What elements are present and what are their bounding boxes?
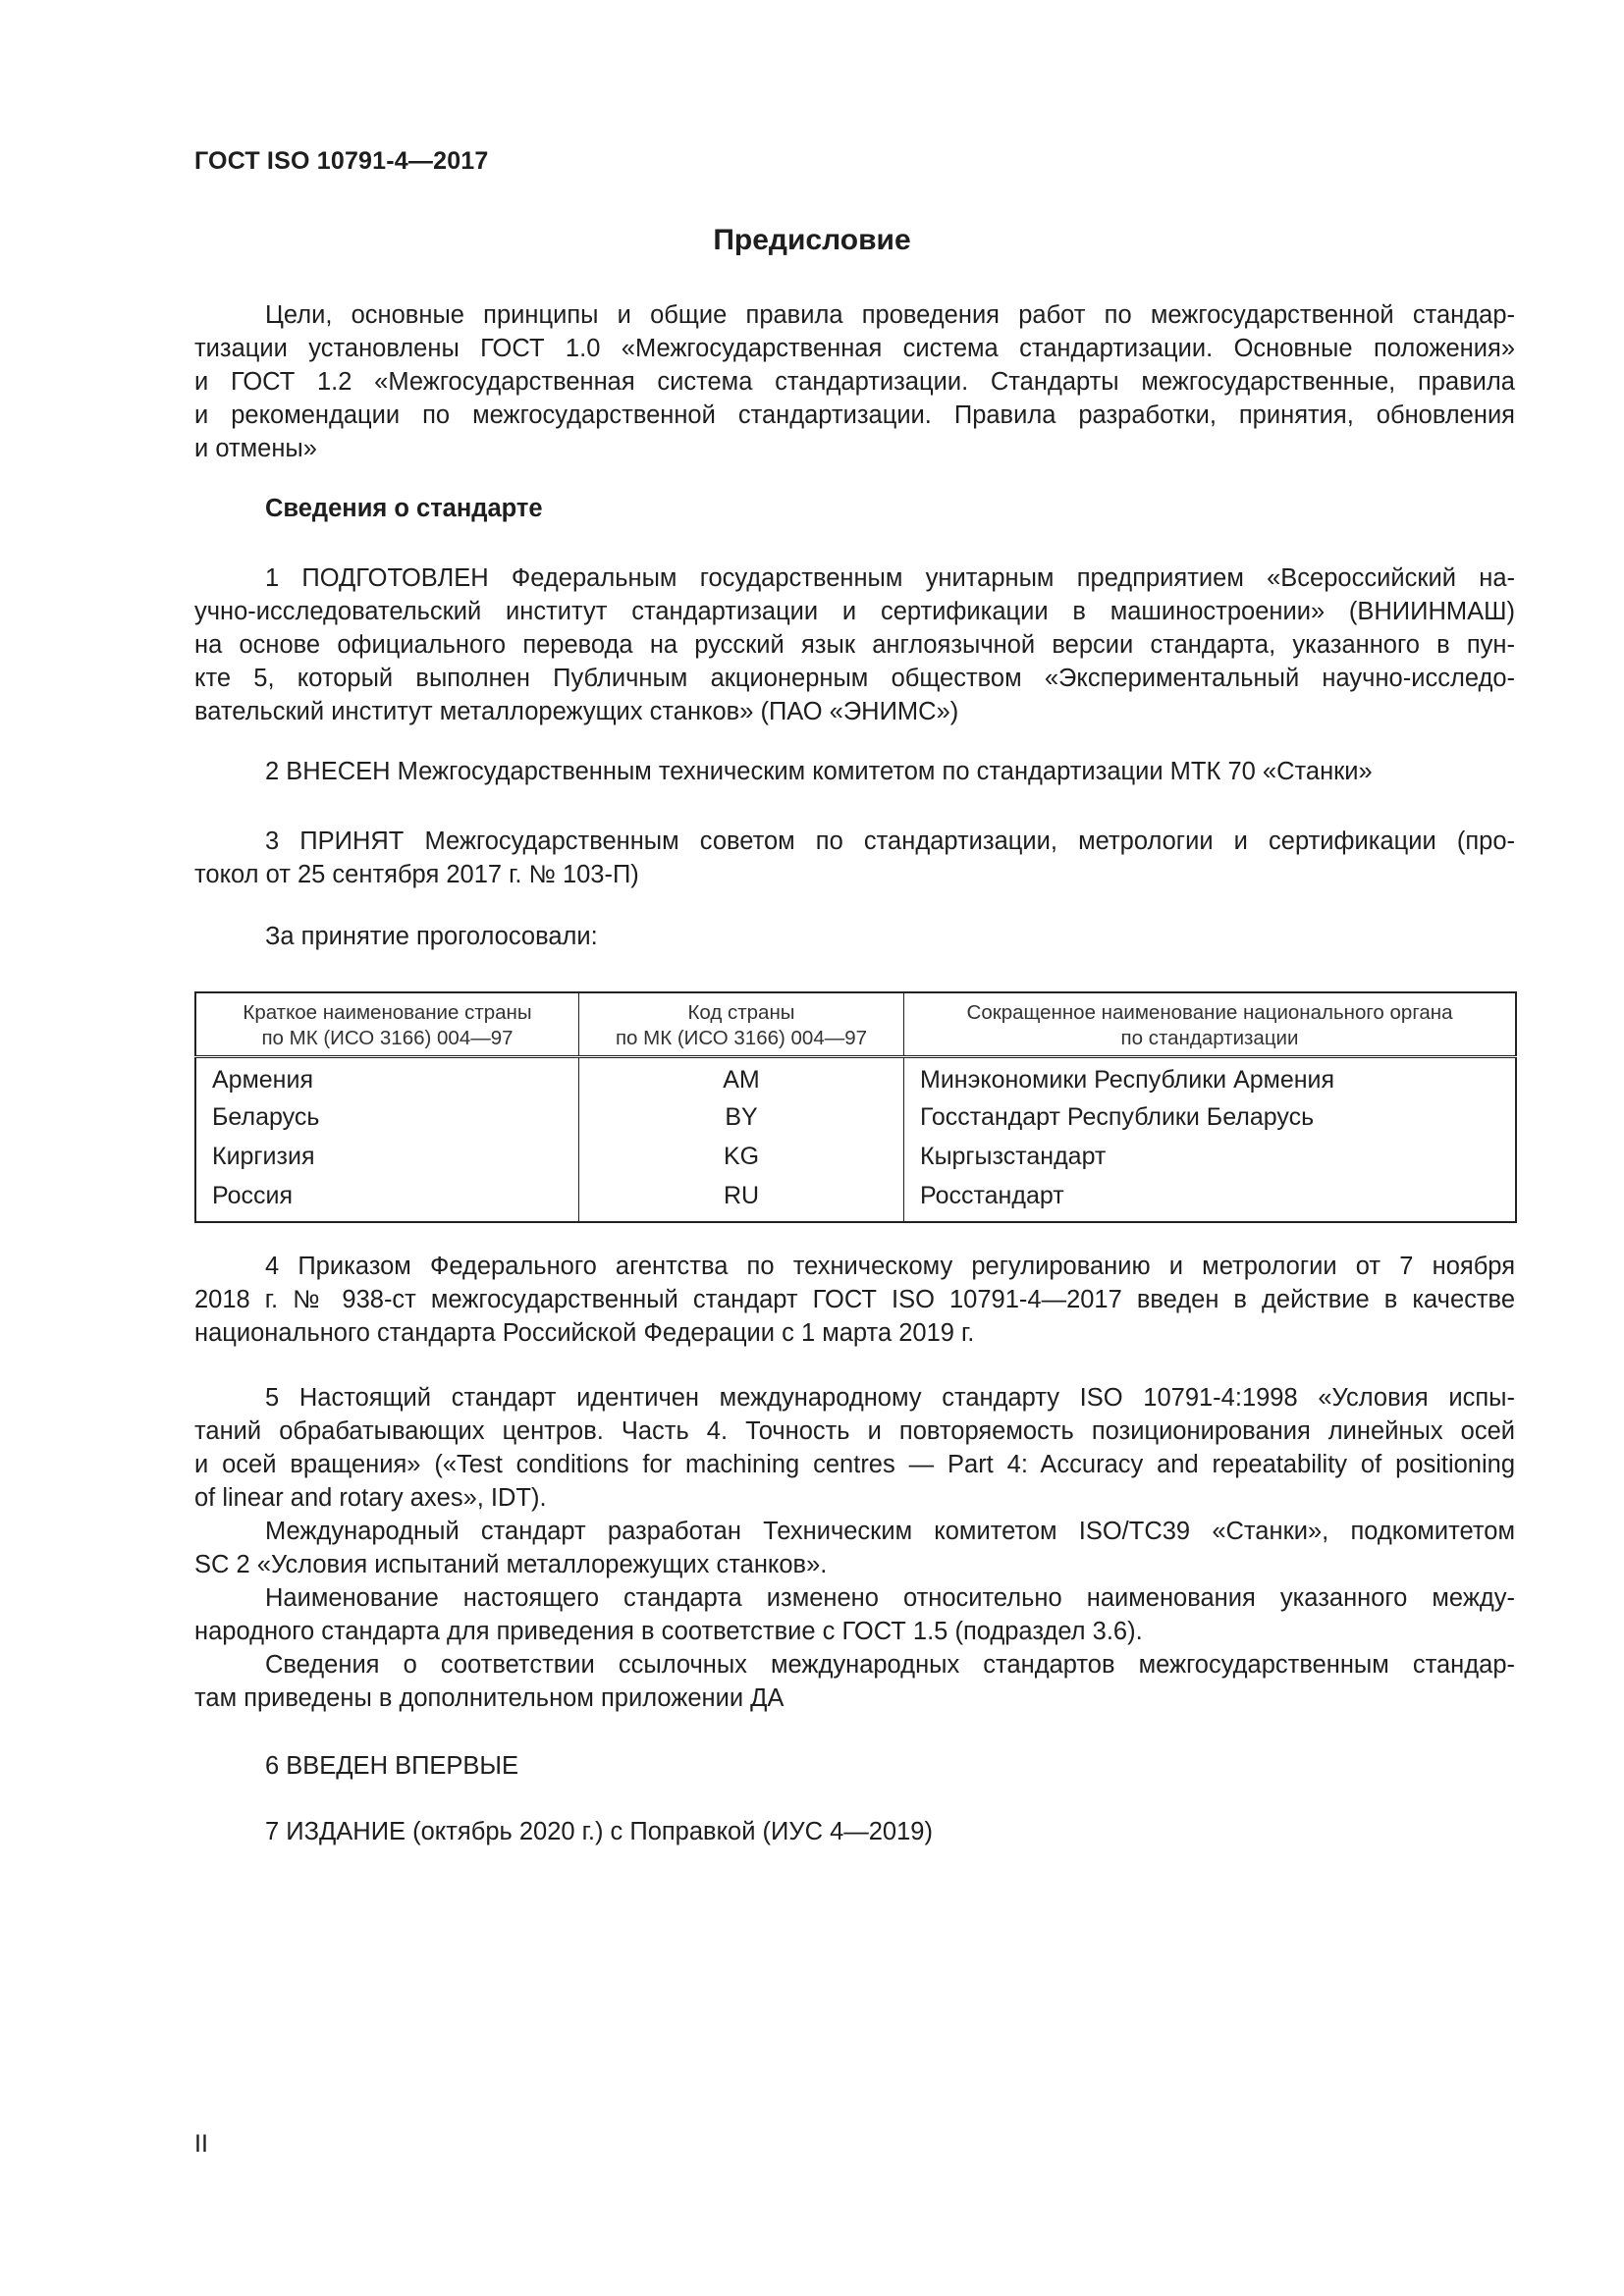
header-line: Сокращенное наименование национального органа xyxy=(966,1001,1453,1024)
intro-paragraph xyxy=(194,298,1515,465)
cell-country: Армения xyxy=(195,1057,579,1098)
text-line: и отмены» xyxy=(194,435,317,462)
text-line: токол от 25 сентября 2017 г. № 103-П) xyxy=(194,861,639,888)
text-line: кте 5, который выполнен Публичным акционерным обществом «Экспериментальный научно-исследо- xyxy=(194,665,1515,692)
cell-country: Россия xyxy=(195,1176,579,1222)
header-line: Код страны xyxy=(687,1001,795,1024)
text-line: и осей вращения» («Test conditions for machining centres — Part 4: Accuracy and repeatability of positioning xyxy=(194,1451,1515,1478)
item-1-prepared xyxy=(194,561,1515,728)
table-row xyxy=(195,1097,1516,1137)
text-line: тизации установлены ГОСТ 1.0 «Межгосударственная система стандартизации. Основные положения» xyxy=(194,335,1515,362)
text-line: учно-исследовательский институт стандартизации и сертификации в машиностроении» (ВНИИНМАШ) xyxy=(194,598,1515,625)
vote-intro: За принятие проголосовали: xyxy=(265,923,598,950)
text-line: на основе официального перевода на русский язык англоязычной версии стандарта, указанного в пун- xyxy=(194,631,1515,659)
text-line: вательский институт металлорежущих станков» (ПАО «ЭНИМС») xyxy=(194,698,959,725)
item-3-lines xyxy=(194,825,1515,891)
item-5-identical xyxy=(194,1381,1515,1715)
table-row xyxy=(195,1057,1516,1098)
cell-country: Киргизия xyxy=(195,1137,579,1176)
item-7-edition: 7 ИЗДАНИЕ (октябрь 2020 г.) с Поправкой (ИУС 4—2019) xyxy=(265,1818,933,1845)
text-line: там приведены в дополнительном приложении ДА xyxy=(194,1684,785,1712)
cell-code: RU xyxy=(579,1176,904,1222)
text-line: Сведения о соответствии ссылочных международных стандартов межгосударственным стандар- xyxy=(265,1651,1515,1679)
header-line: по МК (ИСО 3166) 004—97 xyxy=(261,1027,514,1049)
cell-body: Госстандарт Республики Беларусь xyxy=(920,1103,1315,1131)
voting-table xyxy=(194,991,1517,1223)
section-subheading: Сведения о стандарте xyxy=(265,495,543,522)
item-6-first-introduced: 6 ВВЕДЕН ВПЕРВЫЕ xyxy=(265,1752,519,1780)
text-line: SC 2 «Условия испытаний металлорежущих станков». xyxy=(194,1551,828,1578)
text-line: национального стандарта Российской Федерации с 1 марта 2019 г. xyxy=(194,1319,975,1347)
item-5-para-3 xyxy=(194,1581,1515,1648)
text-line: Международный стандарт разработан Техническим комитетом ISO/TC39 «Станки», подкомитетом xyxy=(265,1518,1515,1545)
text-line: народного стандарта для приведения в соответствие с ГОСТ 1.5 (подраздел 3.6). xyxy=(194,1618,1143,1645)
text-line: of linear and rotary axes», IDT). xyxy=(194,1484,547,1512)
item-4-order xyxy=(194,1250,1515,1350)
page-number: II xyxy=(194,2130,208,2158)
page-title: Предисловие xyxy=(713,224,911,256)
text-line: Наименование настоящего стандарта изменено относительно наименования указанного между- xyxy=(265,1584,1515,1612)
header-country-code xyxy=(579,992,904,1057)
cell-code: AM xyxy=(579,1057,904,1098)
header-line: по МК (ИСО 3166) 004—97 xyxy=(615,1027,868,1049)
header-national-body xyxy=(904,992,1517,1057)
item-5-para-4 xyxy=(194,1648,1515,1715)
text-line: 2018 г. № 938-ст межгосударственный стандарт ГОСТ ISO 10791-4—2017 введен в действие в качестве xyxy=(194,1286,1515,1313)
header-line: по стандартизации xyxy=(1120,1027,1299,1049)
item-5-para-1 xyxy=(194,1381,1515,1515)
text-line: 1 ПОДГОТОВЛЕН Федеральным государственным унитарным предприятием «Всероссийский на- xyxy=(265,564,1515,592)
text-line: и ГОСТ 1.2 «Межгосударственная система стандартизации. Стандарты межгосударственные, правила xyxy=(194,368,1515,396)
header-line: Краткое наименование страны xyxy=(243,1001,532,1024)
document-code-header: ГОСТ ISO 10791-4—2017 xyxy=(194,147,489,175)
table-row xyxy=(195,1176,1516,1222)
cell-country: Беларусь xyxy=(195,1097,579,1137)
cell-body: Кыргызстандарт xyxy=(920,1143,1107,1170)
text-line: 3 ПРИНЯТ Межгосударственным советом по стандартизации, метрологии и сертификации (про- xyxy=(265,828,1515,855)
item-2-introduced: 2 ВНЕСЕН Межгосударственным техническим комитетом по стандартизации МТК 70 «Станки» xyxy=(265,758,1373,785)
item-4-lines xyxy=(194,1250,1515,1350)
text-line: и рекомендации по межгосударственной стандартизации. Правила разработки, принятия, обновления xyxy=(194,401,1515,429)
text-line: 4 Приказом Федерального агентства по техническому регулированию и метрологии от 7 ноября xyxy=(265,1253,1515,1280)
item-1-lines xyxy=(194,561,1515,728)
cell-body: Минэкономики Республики Армения xyxy=(920,1066,1335,1094)
cell-code: BY xyxy=(579,1097,904,1137)
item-5-para-2 xyxy=(194,1515,1515,1581)
table-header-row xyxy=(195,992,1516,1057)
cell-code: KG xyxy=(579,1137,904,1176)
text-line: Цели, основные принципы и общие правила проведения работ по межгосударственной стандар- xyxy=(265,301,1515,329)
cell-body: Росстандарт xyxy=(920,1182,1064,1209)
text-line: таний обрабатывающих центров. Часть 4. Точность и повторяемость позиционирования линейных осей xyxy=(194,1417,1515,1445)
item-3-adopted xyxy=(194,825,1515,891)
table-row xyxy=(195,1137,1516,1176)
intro-lines xyxy=(194,298,1515,465)
text-line: 5 Настоящий стандарт идентичен международному стандарту ISO 10791-4:1998 «Условия испы- xyxy=(265,1384,1515,1412)
header-country-name xyxy=(195,992,579,1057)
